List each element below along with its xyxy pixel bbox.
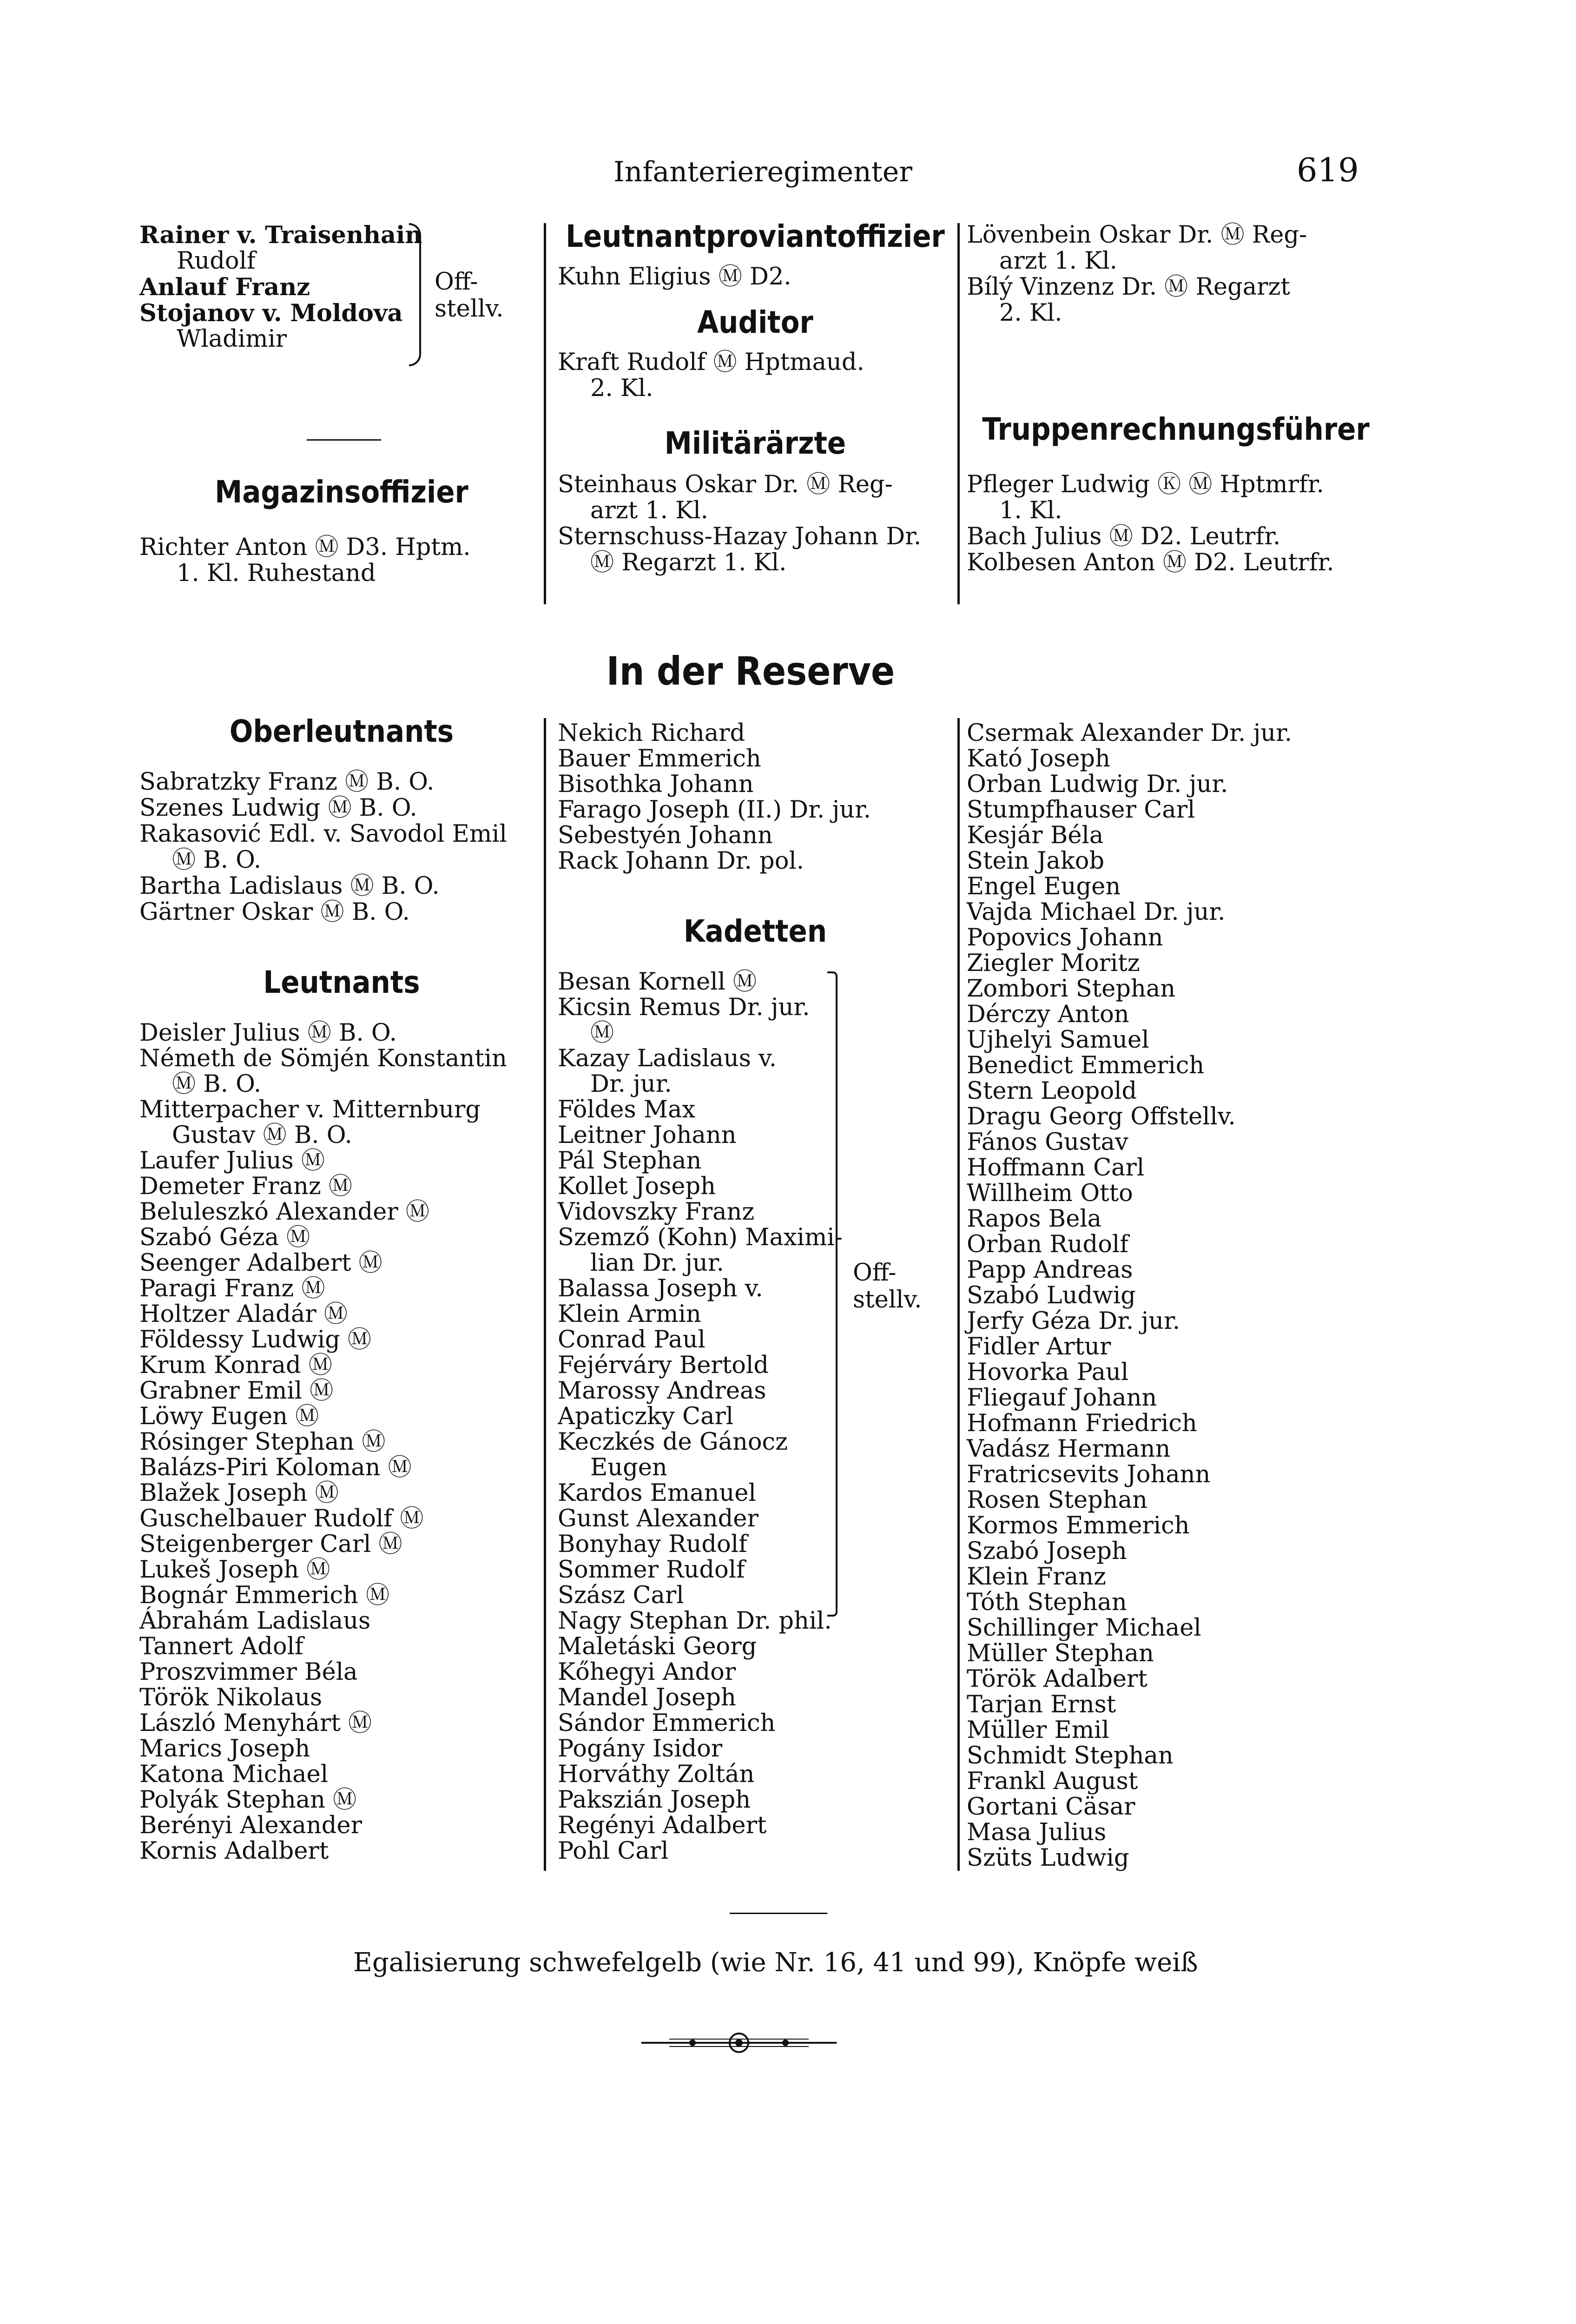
list-item: Pakszián Joseph [558,1786,751,1814]
list-item: Rapos Bela [967,1205,1102,1233]
list-item: Klein Armin [558,1301,701,1328]
list-item: Hovorka Paul [967,1359,1129,1386]
list-item: Dr. jur. [590,1070,672,1098]
list-item: Vajda Michael Dr. jur. [967,898,1226,926]
brace [409,223,421,366]
list-item: Dérczy Anton [967,1001,1129,1028]
list-item: Besan Kornell Ⓜ [558,968,757,996]
section-heading-leutnants: Leutnants [263,964,420,1000]
separator [730,1913,827,1914]
list-item: Fliegauf Johann [967,1384,1157,1412]
list-item: Keczkés de Gánocz [558,1428,788,1456]
list-item: Szabó Géza Ⓜ [139,1224,310,1251]
list-item: 1. Kl. [999,497,1062,524]
column-rule [544,223,546,604]
list-item: Farago Joseph (II.) Dr. jur. [558,796,871,824]
list-item: Katona Michael [139,1761,329,1788]
list-item: Szabó Joseph [967,1538,1127,1565]
list-item: Hoffmann Carl [967,1154,1145,1182]
list-item: Balázs-Piri Koloman Ⓜ [139,1454,412,1481]
separator [307,439,381,441]
leutnants-list [139,1020,544,1864]
brace [827,971,837,1617]
list-item: Vidovszky Franz [558,1198,755,1226]
list-item: Dragu Georg Offstellv. [967,1103,1236,1130]
list-item: Schmidt Stephan [967,1742,1174,1769]
list-item: Kornis Adalbert [139,1837,329,1865]
kadetten-list [558,969,957,1864]
list-item: Krum Konrad Ⓜ [139,1352,332,1379]
list-item: Schillinger Michael [967,1614,1201,1642]
section-heading-reserve: In der Reserve [606,648,895,694]
list-item: Pohl Carl [558,1837,669,1865]
list-item: Berényi Alexander [139,1812,362,1839]
list-item: Sommer Rudolf [558,1556,745,1584]
list-item: Popovics Johann [967,924,1163,951]
column-rule [957,718,960,1871]
list-item: Blažek Joseph Ⓜ [139,1479,339,1507]
truppen-list [967,472,1385,576]
staff-entry: Anlauf Franz [139,273,310,301]
section-heading-kadetten: Kadetten [683,913,827,949]
list-item: 2. Kl. [590,375,653,402]
list-item: Rakasović Edl. v. Savodol Emil [139,820,507,848]
list-item: Gärtner Oskar Ⓜ B. O. [139,898,410,926]
list-item: Marics Joseph [139,1735,310,1763]
list-item: Regényi Adalbert [558,1812,767,1839]
list-item: Guschelbauer Rudolf Ⓜ [139,1505,424,1532]
list-item: Nekich Richard [558,720,745,747]
list-item: Beluleszkó Alexander Ⓜ [139,1198,429,1226]
section-heading-auditor: Auditor [697,304,813,340]
list-item: Fejérváry Bertold [558,1352,769,1379]
list-item: arzt 1. Kl. [999,247,1117,275]
list-item: Grabner Emil Ⓜ [139,1377,334,1405]
list-item: Fratricsevits Johann [967,1461,1211,1488]
list-item: Kuhn Eligius Ⓜ D2. [558,263,791,290]
list-item: Földessy Ludwig Ⓜ [139,1326,371,1353]
list-item: Holtzer Aladár Ⓜ [139,1301,348,1328]
list-item: Leitner Johann [558,1122,737,1149]
list-item: Stein Jakob [967,847,1105,875]
list-item: Klein Franz [967,1563,1106,1591]
list-item: Kicsin Remus Dr. jur. [558,994,810,1021]
list-item: Müller Stephan [967,1640,1154,1667]
list-item: Ziegler Moritz [967,950,1140,977]
list-item: Steigenberger Carl Ⓜ [139,1531,402,1558]
list-item: Balassa Joseph v. [558,1275,763,1302]
staff-label [435,269,503,323]
list-item: arzt 1. Kl. [590,497,708,524]
list-item: Kőhegyi Andor [558,1658,736,1686]
list-item: Ujhelyi Samuel [967,1026,1149,1054]
list-item: Tannert Adolf [139,1633,303,1660]
column-rule [544,718,546,1871]
list-item: Németh de Sömjén Konstantin [139,1045,507,1072]
list-item: Hofmann Friedrich [967,1410,1197,1437]
reserve-list-col2 [558,720,957,874]
list-item: Kolbesen Anton Ⓜ D2. Leutrfr. [967,549,1334,576]
list-item: Török Nikolaus [139,1684,323,1711]
list-item: Kraft Rudolf Ⓜ Hptmaud. [558,349,864,376]
list-item: Kesjár Béla [967,822,1104,849]
list-item: László Menyhárt Ⓜ [139,1710,372,1737]
staff-label-line: stellv. [435,295,504,323]
list-item: Bach Julius Ⓜ D2. Leutrfr. [967,523,1281,550]
section-heading-oberleutnants: Oberleutnants [229,713,454,749]
list-item: Proszvimmer Béla [139,1658,358,1686]
staff-entry: Rainer v. Traisenhain [139,221,422,249]
page-number: 619 [1297,151,1359,189]
list-item: Csermak Alexander Dr. jur. [967,720,1292,747]
list-item: Rack Johann Dr. pol. [558,847,804,875]
running-title: Infanterieregimenter [613,156,913,188]
list-item: Török Adalbert [967,1665,1147,1693]
list-item: Ⓜ B. O. [172,846,262,874]
section-heading-aerzte: Militärärzte [664,425,846,461]
list-item: Ⓜ [590,1019,614,1047]
list-item: Maletáski Georg [558,1633,757,1660]
list-item: Fidler Artur [967,1333,1111,1360]
list-item: Willheim Otto [967,1180,1133,1207]
list-item: Bonyhay Rudolf [558,1531,747,1558]
list-item: Bisothka Johann [558,771,754,798]
kadetten-label [853,1260,922,1314]
list-item: Szüts Ludwig [967,1844,1129,1872]
proviant-list [558,264,957,290]
list-item: Engel Eugen [967,873,1121,900]
list-item: Bognár Emmerich Ⓜ [139,1582,390,1609]
list-item: Szabó Ludwig [967,1282,1136,1309]
list-item: Kormos Emmerich [967,1512,1190,1539]
staff-entry: Wladimir [177,325,287,353]
magazin-entry: 1. Kl. Ruhestand [177,560,376,587]
list-item: Fános Gustav [967,1129,1128,1156]
list-item: Ⓜ B. O. [172,1070,262,1098]
list-item: Zombori Stephan [967,975,1176,1003]
list-item: Nagy Stephan Dr. phil. [558,1607,832,1635]
staff-entry: Stojanov v. Moldova [139,299,403,327]
section-heading-truppen: Truppenrechnungsführer [982,411,1370,447]
list-item: Bauer Emmerich [558,745,761,772]
section-heading-magazin: Magazinsoffizier [215,474,468,510]
list-item: Kató Joseph [967,745,1110,772]
list-item: Tóth Stephan [967,1589,1127,1616]
list-item: Ábrahám Ladislaus [139,1607,371,1635]
list-item: Conrad Paul [558,1326,706,1353]
list-item: Stumpfhauser Carl [967,796,1195,824]
list-item: Tarjan Ernst [967,1691,1116,1718]
aerzte-list-col3 [967,222,1385,326]
list-item: Sebestyén Johann [558,822,773,849]
list-item: Ⓜ Regarzt 1. Kl. [590,549,787,576]
aerzte-list [558,472,957,576]
staff-entry: Rudolf [177,247,256,275]
list-item: Bartha Ladislaus Ⓜ B. O. [139,872,440,900]
list-item: Szemző (Kohn) Maximi- [558,1224,843,1251]
list-item: Kardos Emanuel [558,1479,756,1507]
list-item: Mandel Joseph [558,1684,736,1711]
list-item: Sabratzky Franz Ⓜ B. O. [139,768,435,796]
list-item: Stern Leopold [967,1077,1137,1105]
list-item: Orban Ludwig Dr. jur. [967,771,1228,798]
list-item: Földes Max [558,1096,696,1123]
list-item: Lövenbein Oskar Dr. Ⓜ Reg- [967,221,1307,249]
list-item: Paragi Franz Ⓜ [139,1275,325,1302]
kadetten-label-line: Off- [853,1259,897,1287]
magazin-entry: Richter Anton Ⓜ D3. Hptm. [139,534,471,561]
list-item: Bílý Vinzenz Dr. Ⓜ Regarzt [967,273,1290,301]
list-item: Sternschuss-Hazay Johann Dr. [558,523,922,550]
list-item: Jerfy Géza Dr. jur. [967,1307,1180,1335]
list-item: Pogány Isidor [558,1735,723,1763]
section-heading-proviant: Leutnantproviantoffizier [566,218,945,254]
list-item: Eugen [590,1454,667,1481]
list-item: Löwy Eugen Ⓜ [139,1403,319,1430]
list-item: Gustav Ⓜ B. O. [172,1122,352,1149]
column-rule [957,223,960,604]
list-item: Laufer Julius Ⓜ [139,1147,325,1175]
list-item: 2. Kl. [999,299,1062,327]
list-item: Sándor Emmerich [558,1710,776,1737]
list-item: Szász Carl [558,1582,684,1609]
list-item: Horváthy Zoltán [558,1761,755,1788]
list-item: lian Dr. jur. [590,1249,724,1277]
list-item: Frankl August [967,1768,1138,1795]
list-item: Steinhaus Oskar Dr. Ⓜ Reg- [558,471,893,498]
list-item: Papp Andreas [967,1256,1133,1284]
magazin-list [139,535,544,587]
list-item: Benedict Emmerich [967,1052,1205,1079]
list-item: Masa Julius [967,1819,1107,1846]
list-item: Müller Emil [967,1717,1109,1744]
list-item: Lukeš Joseph Ⓜ [139,1556,330,1584]
footer-note: Egalisierung schwefelgelb (wie Nr. 16, 41 und 99), Knöpfe weiß [353,1948,1198,1978]
list-item: Pál Stephan [558,1147,702,1175]
list-item: Rósinger Stephan Ⓜ [139,1428,386,1456]
kadetten-label-line: stellv. [853,1286,922,1314]
oberleutnants-list [139,769,544,925]
list-item: Orban Rudolf [967,1231,1129,1258]
list-item: Kollet Joseph [558,1173,716,1200]
list-item: Mitterpacher v. Mitternburg [139,1096,481,1123]
list-item: Pfleger Ludwig Ⓚ Ⓜ Hptmrfr. [967,471,1324,498]
reserve-list-col3 [967,720,1385,1871]
list-item: Polyák Stephan Ⓜ [139,1786,357,1814]
list-item: Marossy Andreas [558,1377,766,1405]
list-item: Seenger Adalbert Ⓜ [139,1249,382,1277]
list-item: Kazay Ladislaus v. [558,1045,777,1072]
auditor-list [558,350,957,402]
ornament-icon [641,2029,837,2057]
list-item: Deisler Julius Ⓜ B. O. [139,1019,397,1047]
list-item: Gunst Alexander [558,1505,758,1532]
list-item: Apaticzky Carl [558,1403,734,1430]
list-item: Vadász Hermann [967,1435,1171,1463]
list-item: Gortani Cäsar [967,1793,1135,1821]
list-item: Szenes Ludwig Ⓜ B. O. [139,794,417,822]
staff-label-line: Off- [435,268,478,296]
list-item: Demeter Franz Ⓜ [139,1173,352,1200]
list-item: Rosen Stephan [967,1486,1147,1514]
